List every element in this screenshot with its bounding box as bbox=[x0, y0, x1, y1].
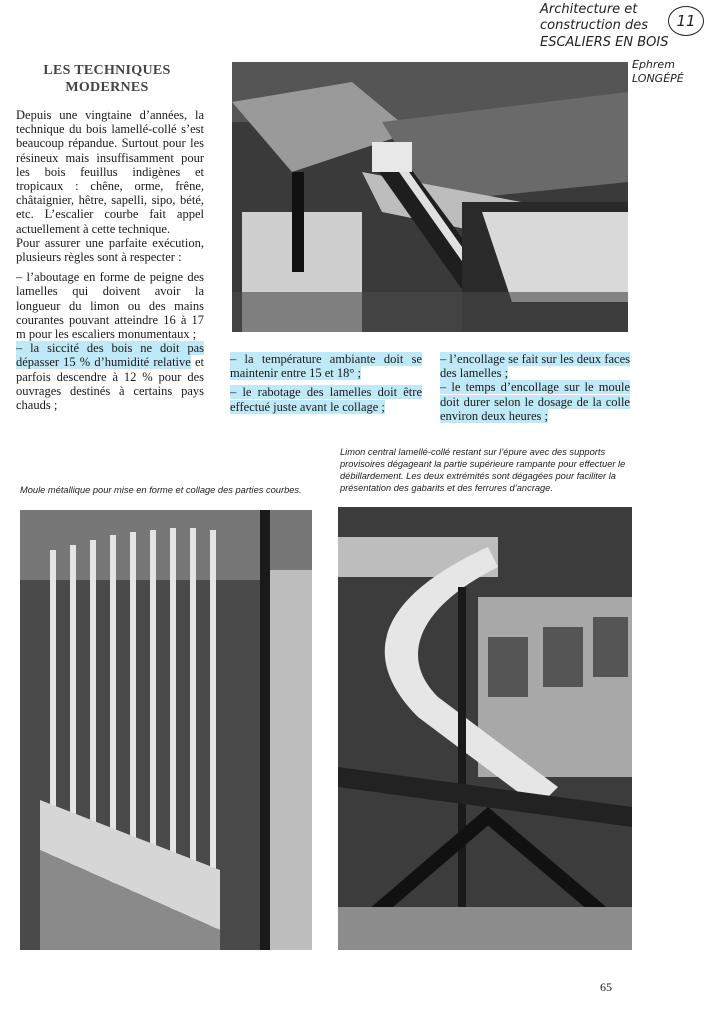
text-column-2 bbox=[230, 352, 422, 414]
photo-curved-stringer bbox=[338, 507, 632, 950]
paragraph bbox=[440, 380, 630, 423]
paragraph bbox=[230, 385, 422, 413]
page-number: 65 bbox=[600, 980, 612, 994]
paragraph bbox=[16, 341, 204, 412]
handwritten-note-title bbox=[540, 2, 670, 51]
handwritten-note-author bbox=[632, 58, 684, 86]
section-title bbox=[18, 62, 196, 96]
paragraph bbox=[440, 352, 630, 380]
title-line: LES TECHNIQUES bbox=[43, 63, 171, 78]
handwritten-line: construction des bbox=[540, 18, 648, 34]
paragraph: Depuis une vingtaine d’années, la technique du bois lamellé-collé s’est beaucoup répandue. Surtout pour les résineux mais insuffisamment pour les bois feuillus indigènes et tropicaux : chêne, orme, frêne, châtaignier, hêtre, sapelli, sipo, bété, etc. L’escalier courbe fait appel actuellement à cette technique. bbox=[16, 108, 204, 236]
caption-left-photo: Moule métallique pour mise en forme et collage des parties courbes. bbox=[20, 485, 302, 495]
handwritten-line: LONGÉPÉ bbox=[632, 71, 684, 85]
highlighted-text: – le rabotage des lamelles doit être effectué juste avant le collage ; bbox=[230, 385, 422, 414]
handwritten-line: Ephrem bbox=[632, 58, 675, 71]
text-column-3 bbox=[440, 352, 630, 423]
paragraph: Pour assurer une parfaite exécution, plusieurs règles sont à respecter : bbox=[16, 235, 204, 265]
handwritten-line: Architecture et bbox=[540, 2, 638, 17]
paragraph: – l’aboutage en forme de peigne des lamelles qui doivent avoir la longueur du limon ou des mains courantes pouvant atteindre 16 à 17 m pour les escaliers monumentaux ; bbox=[16, 270, 204, 342]
title-line: MODERNES bbox=[65, 80, 149, 95]
highlighted-text: – la siccité des bois ne doit pas dépasser 15 % d’humidité relative bbox=[16, 341, 204, 370]
caption-right-photo: Limon central lamellé-collé restant sur l’épure avec des supports provisoires dégageant la partie supérieure rampante pour effectuer le débillardement. Les deux extrémités sont dégagées pour faciliter la présentation des gabarits et des ferrures d’ancrage. bbox=[340, 447, 626, 493]
highlighted-text: – l’encollage se fait sur les deux faces des lamelles ; bbox=[440, 352, 630, 381]
handwritten-line: ESCALIERS EN BOIS bbox=[540, 34, 669, 50]
paragraph bbox=[230, 352, 422, 380]
text-span: et parfois descendre à 12 % pour des ouvrages destinés à certains pays chauds ; bbox=[16, 355, 204, 413]
highlighted-text: – le temps d’encollage sur le moule doit durer selon le dosage de la colle environ deux heures ; bbox=[440, 380, 630, 423]
text-column-1 bbox=[16, 108, 204, 412]
highlighted-text: – la température ambiante doit se maintenir entre 15 et 18° ; bbox=[230, 352, 422, 381]
photo-metal-mold bbox=[20, 510, 312, 950]
circled-number: 11 bbox=[668, 6, 704, 36]
photo-workshop-press bbox=[232, 62, 628, 332]
